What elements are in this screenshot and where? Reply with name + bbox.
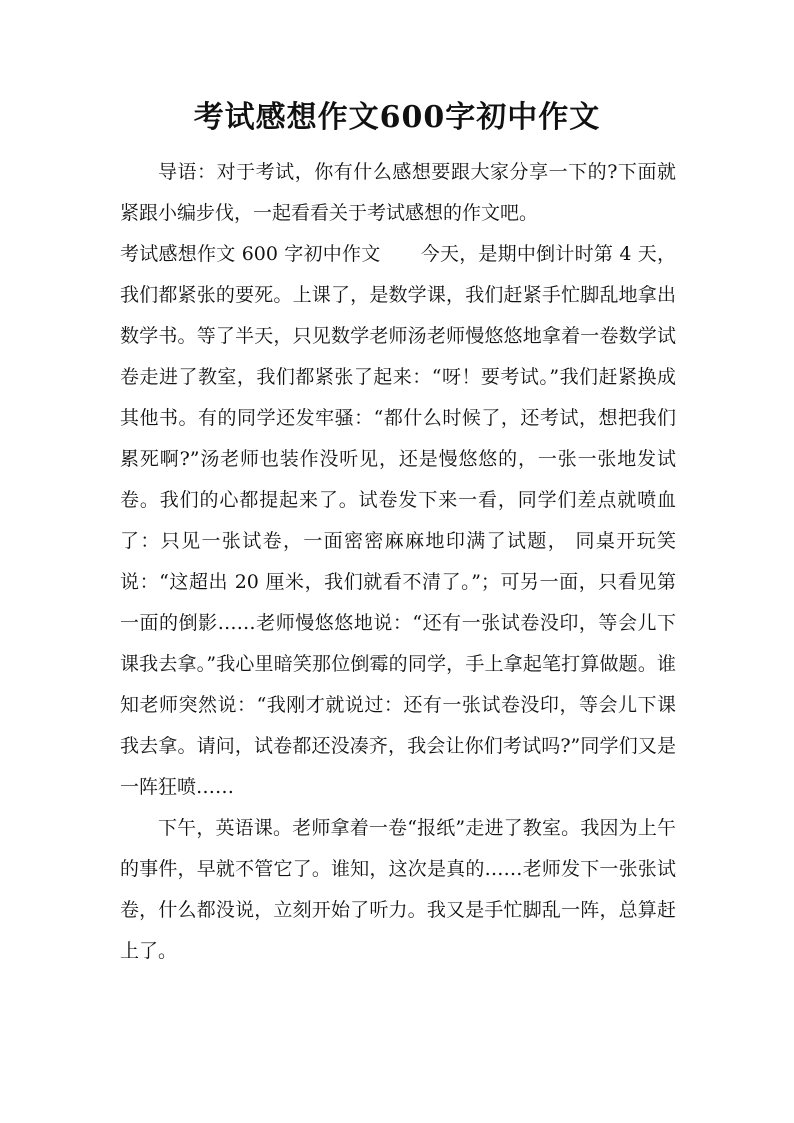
document-body [120,152,676,972]
intro-paragraph: 导语：对于考试，你有什么感想要跟大家分享一下的?下面就紧跟小编步伐，一起看看关于考试感想的作文吧。 [120,161,676,224]
essay-paragraph-1 [120,234,676,808]
essay-heading: 考试感想作文 600 字初中作文 [120,243,381,265]
essay-paragraph-2: 下午，英语课。老师拿着一卷“报纸”走进了教室。我因为上午的事件，早就不管它了。谁知，这次是真的……老师发下一张张试卷，什么都没说，立刻开始了听力。我又是手忙脚乱一阵，总算赶上了。 [120,817,676,962]
document-title: 考试感想作文600字初中作文 [193,100,601,135]
paragraph-1-text: 今天，是期中倒计时第 4 天，我们都紧张的要死。上课了，是数学课，我们赶紧手忙脚乱地拿出数学书。等了半天，只见数学老师汤老师慢悠悠地拿着一卷数学试卷走进了教室，我们都紧张了起来：“呀！要考试。”我们赶紧换成其他书。有的同学还发牢骚：“都什么时候了，还考试，想把我们累死啊?”汤老师也装作没听见，还是慢悠悠的，一张一张地发试卷。我们的心都提起来了。试卷发下来一看，同学们差点就喷血了：只见一张试卷，一面密密麻麻地印满了试题， 同桌开玩笑说：“这超出 20 厘米，我们就看不清了。”；可另一面，只看见第一面的倒影……老师慢悠悠地说：“还有一张试卷没印，等会儿下课我去拿。”我心里暗笑那位倒霉的同学，手上拿起笔打算做题。谁知老师突然说：“我刚才就说过：还有一张试卷没印，等会儿下课我去拿。请问，试卷都还没凑齐，我会让你们考试吗?”同学们又是一阵狂喷…… [120,243,676,798]
